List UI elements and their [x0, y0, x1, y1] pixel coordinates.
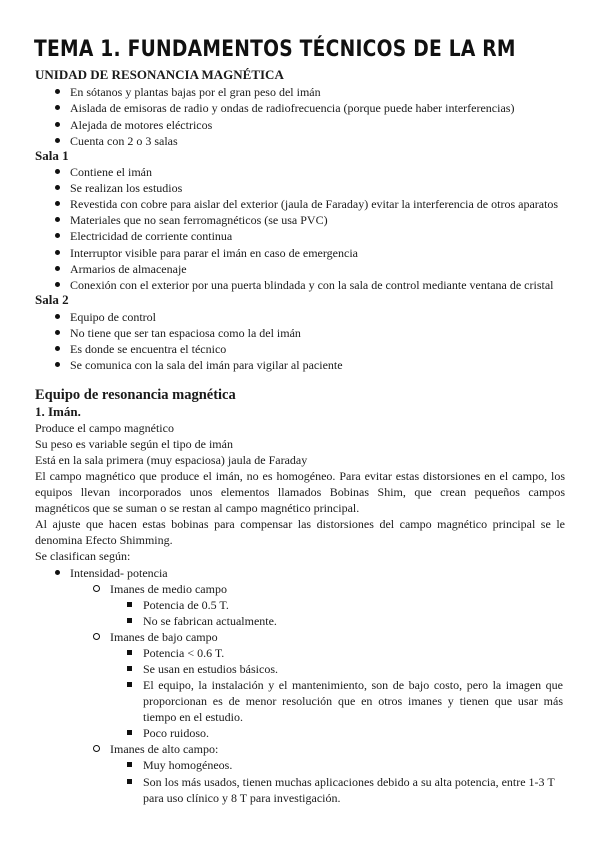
equipo-heading: Equipo de resonancia magnética: [35, 387, 236, 403]
sublist-item: Imanes de medio campo: [110, 582, 227, 596]
list-item: Se realizan los estudios: [70, 181, 183, 195]
subsublist-item: El equipo, la instalación y el mantenimiento, son de bajo costo, pero la imagen que: [143, 678, 563, 692]
list-item: Es donde se encuentra el técnico: [70, 342, 227, 356]
text-line: Se clasifican según:: [35, 549, 131, 563]
list-item: En sótanos y plantas bajas por el gran peso del imán: [70, 85, 321, 99]
paragraph-line: magnéticos que se suman o se restan al campo magnético principal.: [35, 501, 360, 515]
paragraph-line: equipos llevan incorporados unos elementos llamados Bobinas Shim, que crean pequeños campos: [35, 485, 565, 499]
list-item: Aislada de emisoras de radio y ondas de radiofrecuencia (porque puede haber interferencias): [70, 101, 515, 115]
iman-subheading: 1. Imán.: [35, 404, 81, 419]
list-item: Materiales que no sean ferromagnéticos (se usa PVC): [70, 213, 328, 227]
list-item: Conexión con el exterior por una puerta blindada y con la sala de control mediante ventana de cristal: [70, 278, 554, 292]
sublist-item: Imanes de bajo campo: [110, 630, 218, 644]
subsublist-item: Se usan en estudios básicos.: [143, 662, 278, 676]
list-item: Equipo de control: [70, 310, 156, 324]
list-item: Armarios de almacenaje: [70, 262, 187, 276]
paragraph-line: tiempo en el estudio.: [143, 710, 243, 724]
subsublist-item: Muy homogéneos.: [143, 758, 233, 772]
list-item: Se comunica con la sala del imán para vigilar al paciente: [70, 358, 343, 372]
list-item: Contiene el imán: [70, 165, 152, 179]
list-item: Cuenta con 2 o 3 salas: [70, 134, 178, 148]
text-line: Está en la sala primera (muy espaciosa) jaula de Faraday: [35, 453, 308, 467]
sala2-heading: Sala 2: [35, 292, 69, 307]
sala1-heading: Sala 1: [35, 148, 69, 163]
list-item: Electricidad de corriente continua: [70, 229, 233, 243]
paragraph-line: denomina Efecto Shimming.: [35, 533, 173, 547]
list-item: No tiene que ser tan espaciosa como la del imán: [70, 326, 301, 340]
list-item: Interruptor visible para parar el imán en caso de emergencia: [70, 246, 358, 260]
subsublist-item: Potencia < 0.6 T.: [143, 646, 225, 660]
text-line: Su peso es variable según el tipo de imán: [35, 437, 233, 451]
list-item: Intensidad- potencia: [70, 566, 168, 580]
text-line: Produce el campo magnético: [35, 421, 174, 435]
paragraph-line: Al ajuste que hacen estas bobinas para compensar las distorsiones del campo magnético principal se le: [35, 517, 565, 531]
paragraph-line: proporcionan es de menor resolución que en otros imanes y tienen que usar más: [143, 694, 563, 708]
list-item: Alejada de motores eléctricos: [70, 118, 213, 132]
subsublist-item: Son los más usados, tienen muchas aplicaciones debido a su alta potencia, entre 1-3 T: [143, 775, 555, 789]
paragraph-line: para uso clínico y 8 T para investigación.: [143, 791, 341, 805]
sublist-item: Imanes de alto campo:: [110, 742, 219, 756]
subsublist-item: Potencia de 0.5 T.: [143, 598, 229, 612]
subsublist-item: Poco ruidoso.: [143, 726, 209, 740]
list-item: Revestida con cobre para aislar del exterior (jaula de Faraday) evitar la interferencia de otros aparatos: [70, 197, 559, 211]
unidad-heading: UNIDAD DE RESONANCIA MAGNÉTICA: [35, 67, 284, 82]
paragraph-line: El campo magnético que produce el imán, no es homogéneo. Para evitar estas distorsiones en el campo, los: [35, 469, 565, 483]
page-title: TEMA 1. FUNDAMENTOS TÉCNICOS DE LA RM: [34, 36, 516, 62]
subsublist-item: No se fabrican actualmente.: [143, 614, 277, 628]
